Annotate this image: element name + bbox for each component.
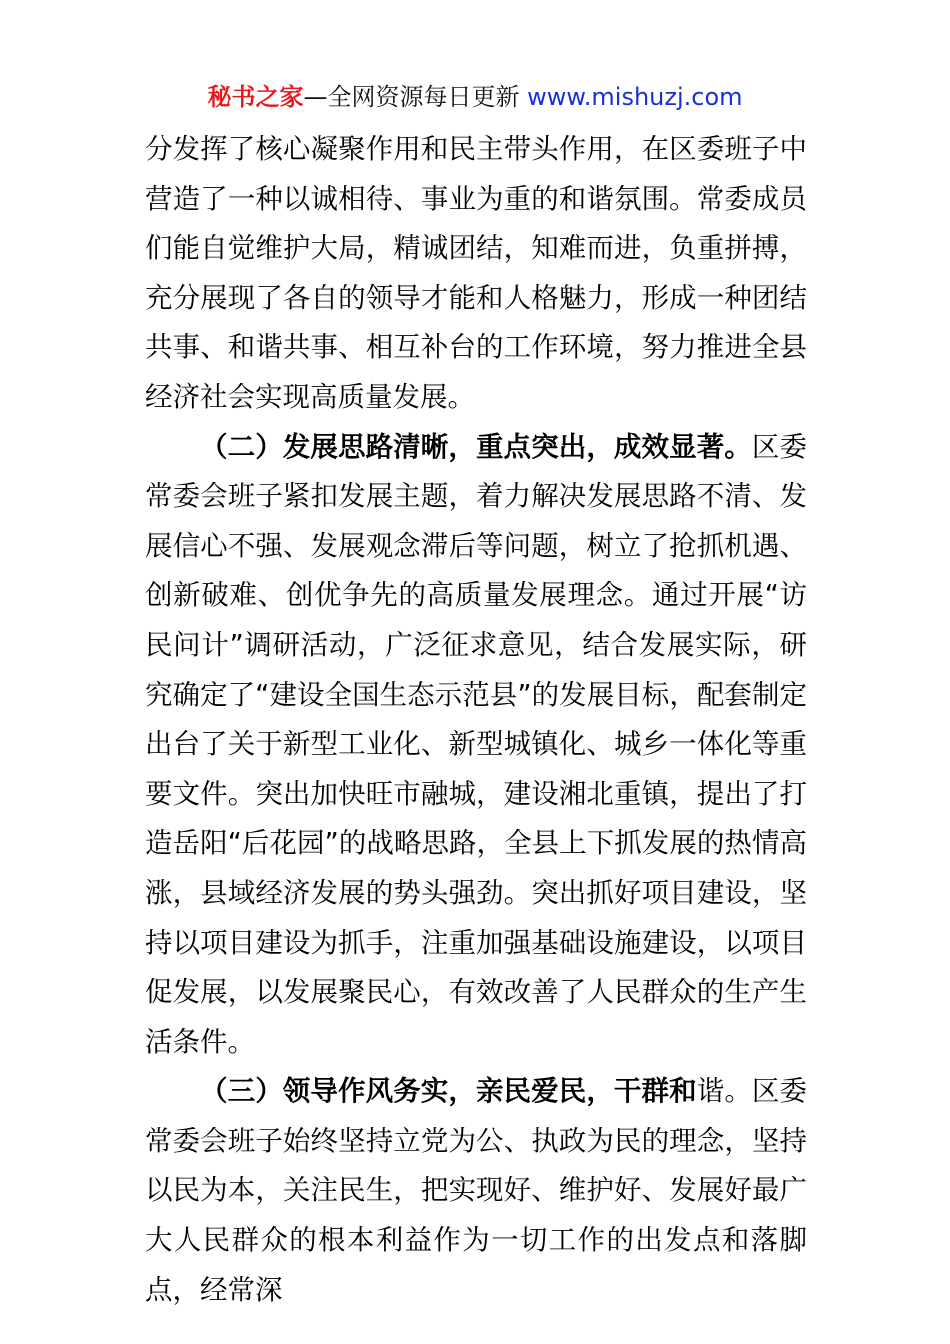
- paragraph-text: 分发挥了核心凝聚作用和民主带头作用，在区委班子中营造了一种以诚相待、事业为重的和谐氛围。常委成员们能自觉维护大局，精诚团结，知难而进，负重拼搏，充分展现了各自的领导才能和人格魅力，形成一种团结共事、和谐共事、相互补台的工作环境，努力推进全县经济社会实现高质量发展。: [145, 133, 807, 413]
- section-heading: （二）发展思路清晰，重点突出，成效显著。: [200, 430, 752, 463]
- site-brand: 秘书之家: [207, 83, 304, 111]
- paragraph-continued: [145, 125, 807, 423]
- paragraph-section-2: [145, 423, 807, 1068]
- paragraph-section-3: [145, 1067, 807, 1315]
- site-tagline: —全网资源每日更新: [303, 83, 520, 111]
- site-url-link[interactable]: www.mishuzj.com: [527, 83, 743, 111]
- document-body: [145, 125, 807, 1315]
- paragraph-text: 谐。区委常委会班子始终坚持立党为公、执政为民的理念，坚持以民为本，关注民生，把实现好、维护好、发展好最广大人民群众的根本利益作为一切工作的出发点和落脚点，经常深: [145, 1075, 808, 1306]
- paragraph-text: 区委常委会班子紧扣发展主题，着力解决发展思路不清、发展信心不强、发展观念滞后等问题，树立了抢抓机遇、创新破难、创优争先的高质量发展理念。通过开展“访民问计”调研活动，广泛征求意见，结合发展实际，研究确定了“建设全国生态示范县”的发展目标，配套制定出台了关于新型工业化、新型城镇化、城乡一体化等重要文件。突出加快旺市融城，建设湘北重镇，提出了打造岳阳“后花园”的战略思路，全县上下抓发展的热情高涨，县域经济发展的势头强劲。突出抓好项目建设，坚持以项目建设为抓手，注重加强基础设施建设，以项目促发展，以发展聚民心，有效改善了人民群众的生产生活条件。: [145, 430, 808, 1058]
- page-header: [0, 80, 950, 114]
- section-heading: （三）领导作风务实，亲民爱民，干群和: [200, 1075, 697, 1108]
